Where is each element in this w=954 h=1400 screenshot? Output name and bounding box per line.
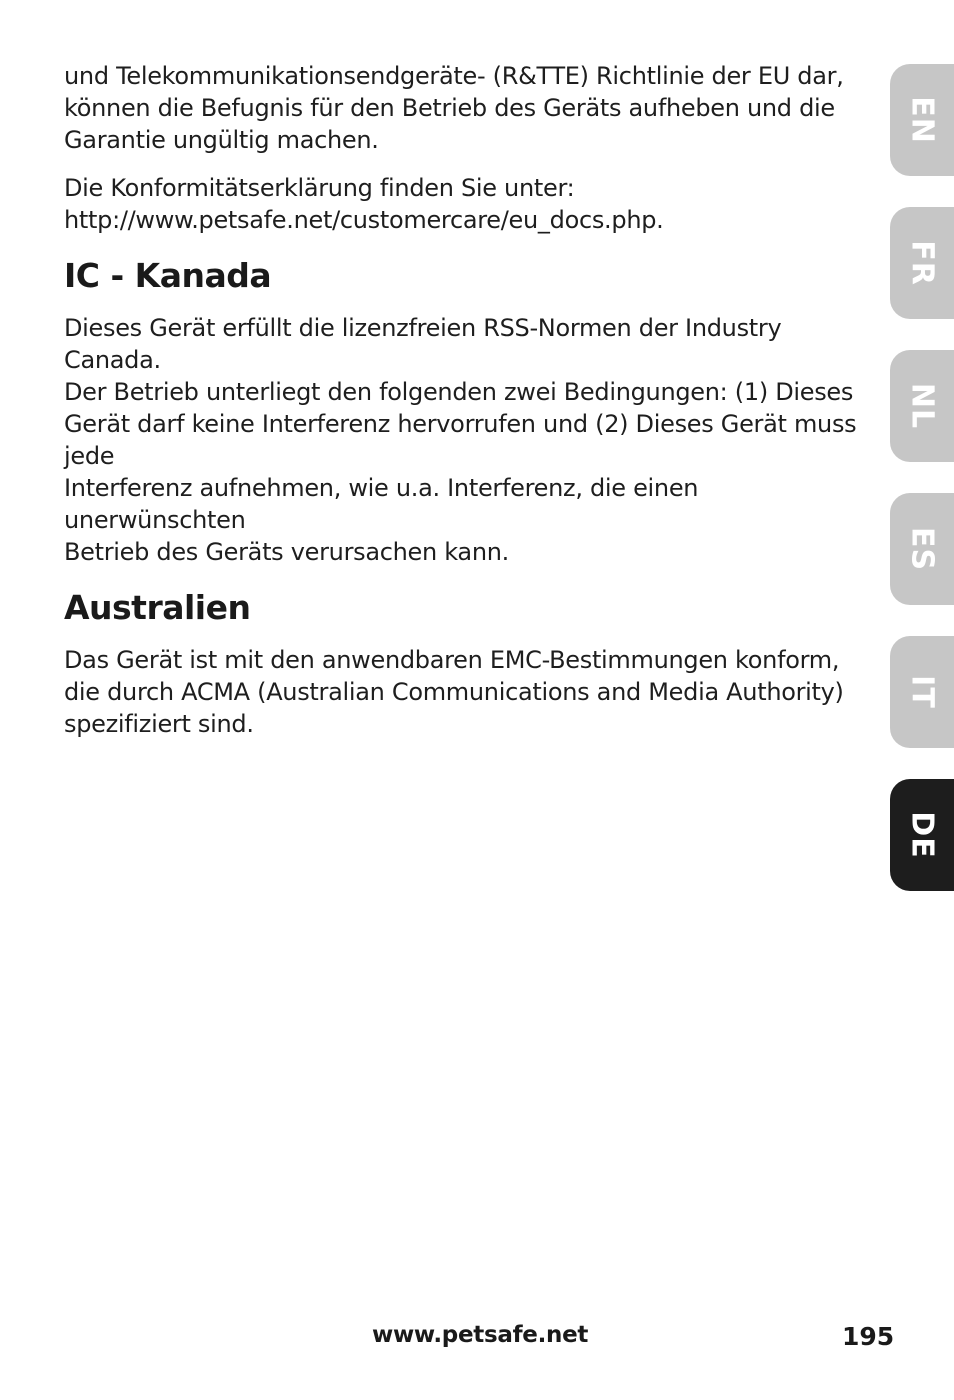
tab-nl-label: NL	[904, 382, 940, 430]
australia-text: Das Gerät ist mit den anwendbaren EMC-Bestimmungen konform, die durch ACMA (Australian Communications and Media Authority) spezifiziert sind.	[64, 646, 844, 738]
footer-url: www.petsafe.net	[372, 1322, 589, 1348]
page-content	[64, 60, 864, 740]
tab-nl[interactable]	[890, 350, 954, 462]
australia-heading: Australien	[64, 588, 251, 627]
tab-en-label: EN	[904, 96, 940, 144]
intro-paragraph-2: Die Konformitätserklärung finden Sie unter: http://www.petsafe.net/customercare/eu_docs.php.	[64, 174, 664, 234]
ic-canada-text: Dieses Gerät erfüllt die lizenzfreien RSS-Normen der Industry Canada. Der Betrieb unterliegt den folgenden zwei Bedingungen: (1) Dieses Gerät darf keine Interferenz hervorrufen und (2) Dieses Gerät muss jede Interferenz aufnehmen, wie u.a. Interferenz, die einen unerwünschten Betrieb des Geräts verursachen kann.	[64, 314, 857, 566]
tab-fr[interactable]	[890, 207, 954, 319]
tab-es-label: ES	[904, 526, 940, 572]
ic-canada-heading: IC - Kanada	[64, 256, 272, 295]
tab-en[interactable]	[890, 64, 954, 176]
tab-it-label: IT	[904, 675, 940, 709]
page-number: 195	[842, 1322, 895, 1351]
intro-paragraph-1: und Telekommunikationsendgeräte- (R&TTE) Richtlinie der EU dar, können die Befugnis für den Betrieb des Geräts aufheben und die Garantie ungültig machen.	[64, 62, 844, 154]
tab-de-label: DE	[904, 811, 940, 859]
tab-it[interactable]	[890, 636, 954, 748]
tab-es[interactable]	[890, 493, 954, 605]
tab-de[interactable]	[890, 779, 954, 891]
tab-fr-label: FR	[904, 240, 940, 286]
